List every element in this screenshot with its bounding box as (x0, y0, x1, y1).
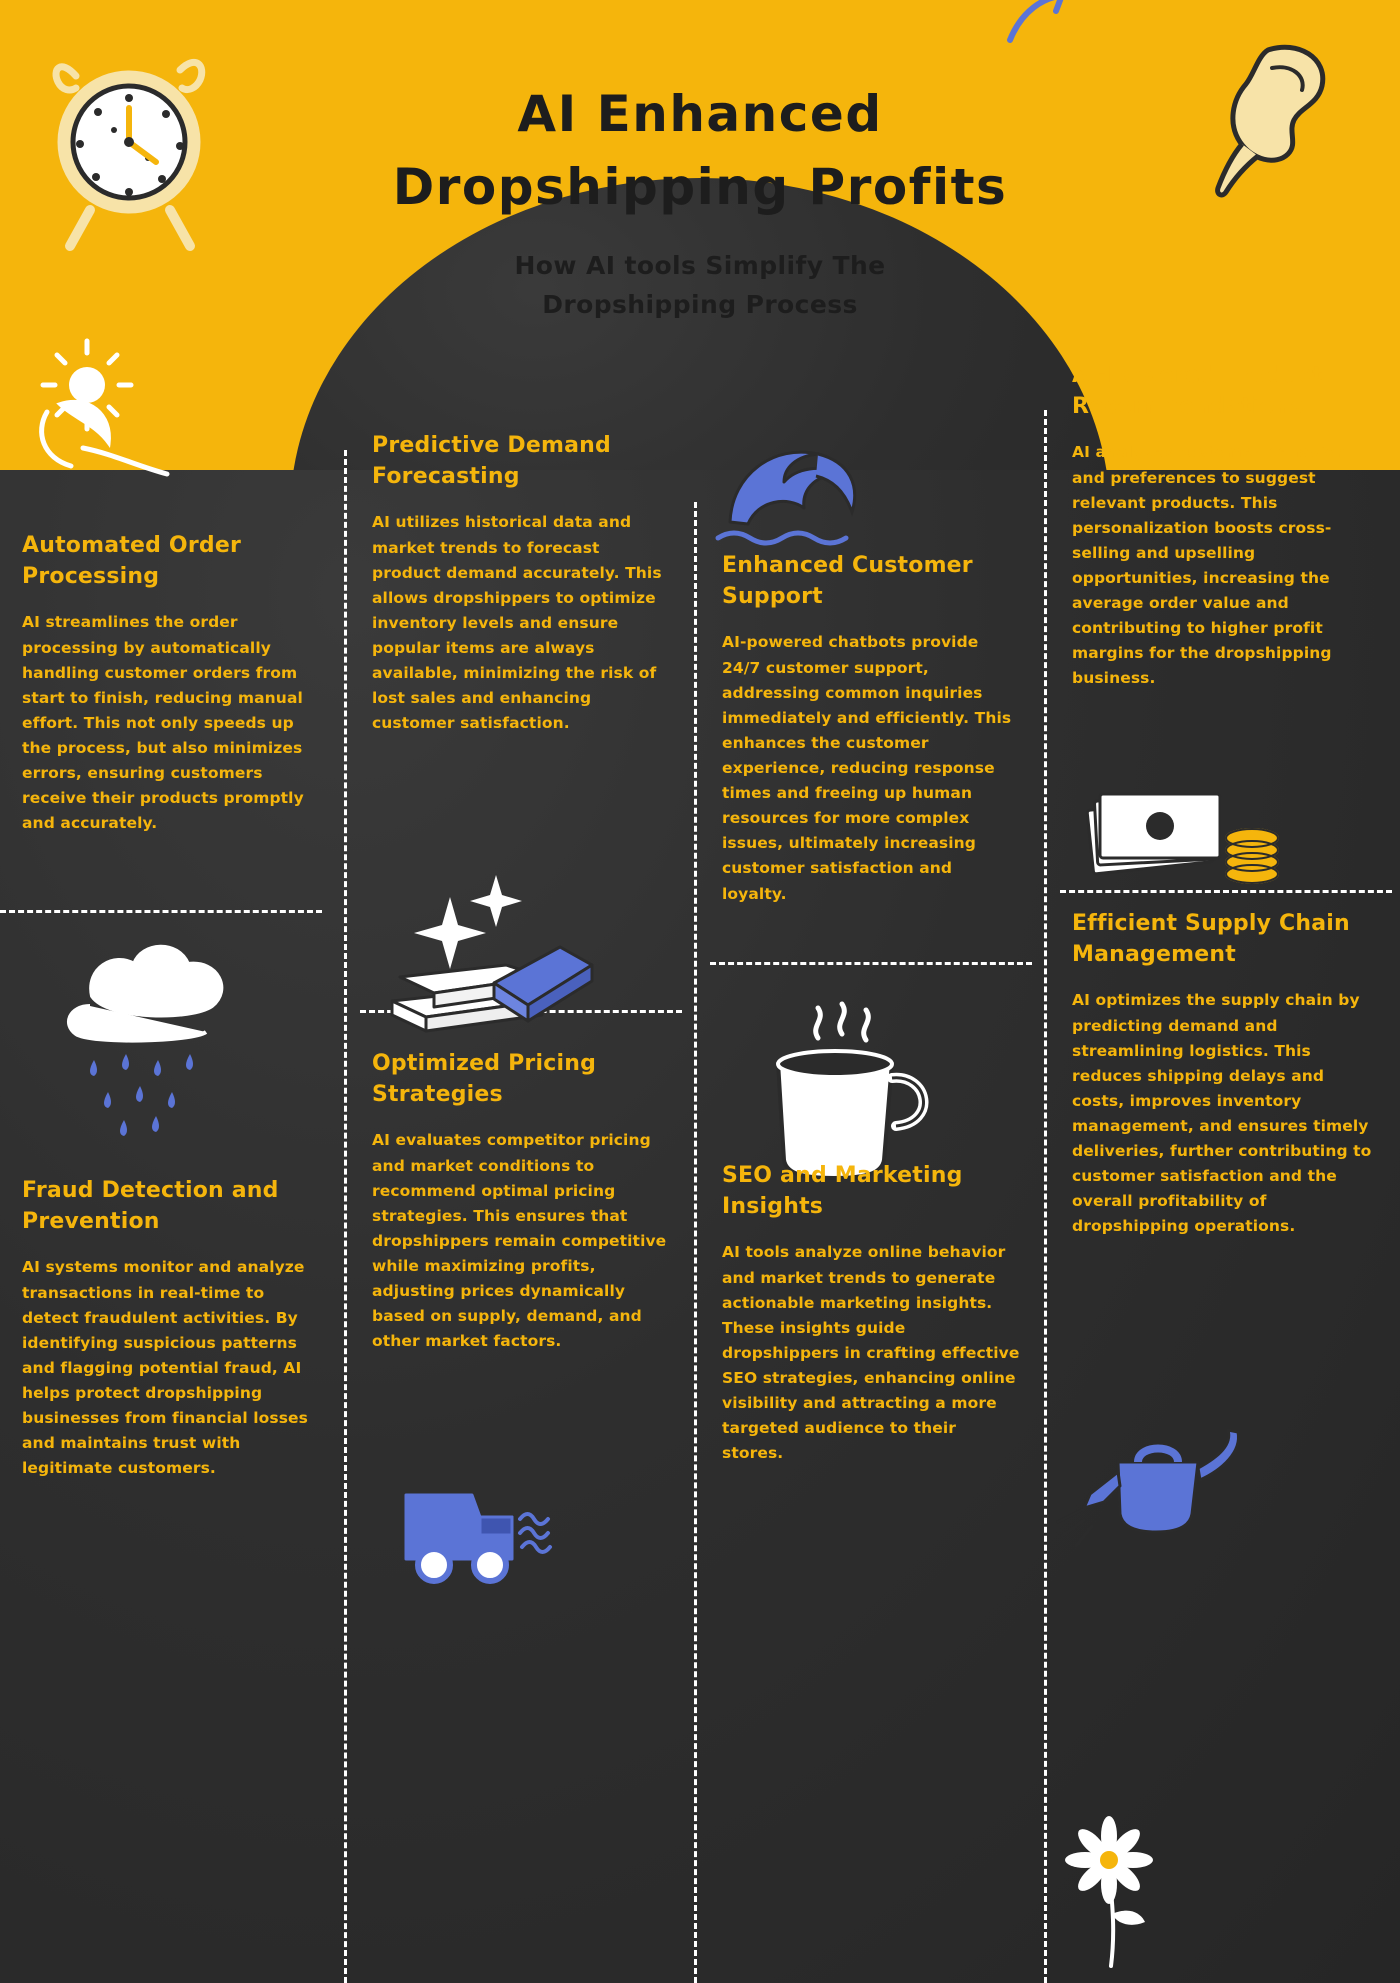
section-card-enhanced-customer-support (722, 550, 1022, 907)
column-divider-2 (694, 502, 697, 1983)
section-card-optimized-pricing-strategies (372, 1048, 672, 1354)
section-body: AI tools analyze online behavior and market trends to generate actionable marketing insights. These insights guide dropshippers in crafting effective SEO strategies, enhancing online visibility and attracting a more targeted audience to their stores. (722, 1243, 1020, 1463)
page-subtitle-line2: Dropshipping Process (542, 289, 858, 319)
rain-cloud-icon (42, 920, 262, 1150)
section-title: Efficient Supply Chain Management (1072, 911, 1350, 968)
section-title: Predictive Demand Forecasting (372, 433, 611, 490)
section-card-fraud-detection-and-prevention (22, 1175, 322, 1481)
column-4 (1072, 363, 1372, 1983)
header-text-group (0, 78, 1400, 325)
section-body: AI-powered chatbots provide 24/7 customer support, addressing common inquiries immediately and efficiently. This enhances the customer experience, reducing response times and freeing up human resources for more complex issues, ultimately increasing customer satisfaction and loyalty. (722, 633, 1012, 903)
section-card-automated-order-processing (22, 530, 322, 836)
watering-can-icon (1042, 1410, 1262, 1590)
column-divider-3 (1044, 410, 1047, 1983)
arrow-doodle-icon (1000, 0, 1070, 50)
section-title: Optimized Pricing Strategies (372, 1051, 597, 1108)
section-body: AI streamlines the order processing by automatically handling customer orders from start to finish, reducing manual effort. This not only speeds up the process, but also minimizes errors, ensuring customers receive their products promptly and accurately. (22, 613, 304, 833)
column-1 (22, 410, 322, 1983)
section-body: AI analyzes customer behavior and preferences to suggest relevant products. This personalization boosts cross-selling and upselling opportunities, increasing the average order value and contributing to higher profit margins for the dropshipping business. (1072, 443, 1344, 688)
section-title: Automated Order Processing (22, 533, 242, 590)
money-icon (1082, 770, 1302, 910)
beach-umbrella-icon (17, 388, 197, 518)
section-body: AI utilizes historical data and market trends to forecast product demand accurately. This allows dropshippers to optimize inventory levels and ensure popular items are always available, minimizing the risk of lost sales and enhancing customer satisfaction. (372, 513, 662, 733)
content-grid (0, 363, 1400, 1983)
column-3 (722, 410, 1022, 1983)
page-title-line1: AI Enhanced (517, 85, 883, 143)
section-card-predictive-demand-forecasting (372, 430, 672, 736)
section-card-efficient-supply-chain-management (1072, 908, 1372, 1240)
column-divider-1 (344, 450, 347, 1983)
page-title-line2: Dropshipping Profits (392, 157, 1008, 216)
section-body: AI optimizes the supply chain by predicting demand and streamlining logistics. This reduces shipping delays and costs, improves inventory management, and ensures timely deliveries, further contributing to customer satisfaction and the overall profitability of dropshipping operations. (1072, 991, 1372, 1236)
section-card-ai-powered-product-recommendations (1072, 360, 1372, 692)
section-title: AI-Powered Product Recommendations (1072, 363, 1323, 420)
section-title: Enhanced Customer Support (722, 553, 973, 610)
section-title: Fraud Detection and Prevention (22, 1178, 279, 1235)
books-icon (382, 865, 632, 1045)
truck-icon (362, 1455, 592, 1605)
section-card-seo-and-marketing-insights (722, 1160, 1022, 1466)
section-title: SEO and Marketing Insights (722, 1163, 963, 1220)
page-subtitle-line1: How AI tools Simplify The (514, 251, 886, 280)
section-body: AI systems monitor and analyze transactions in real-time to detect fraudulent activities. By identifying suspicious patterns and flagging potential fraud, AI helps protect dropshipping businesses from financial losses and maintains trust with legitimate customers. (22, 1258, 308, 1478)
section-body: AI evaluates competitor pricing and market conditions to recommend optimal pricing strategies. This ensures that dropshippers remain competitive while maximizing profits, adjusting prices dynamically based on supply, demand, and other market factors. (372, 1131, 667, 1351)
wave-icon (692, 430, 912, 560)
column-2 (372, 410, 672, 1983)
flower-icon (1037, 1810, 1217, 1983)
